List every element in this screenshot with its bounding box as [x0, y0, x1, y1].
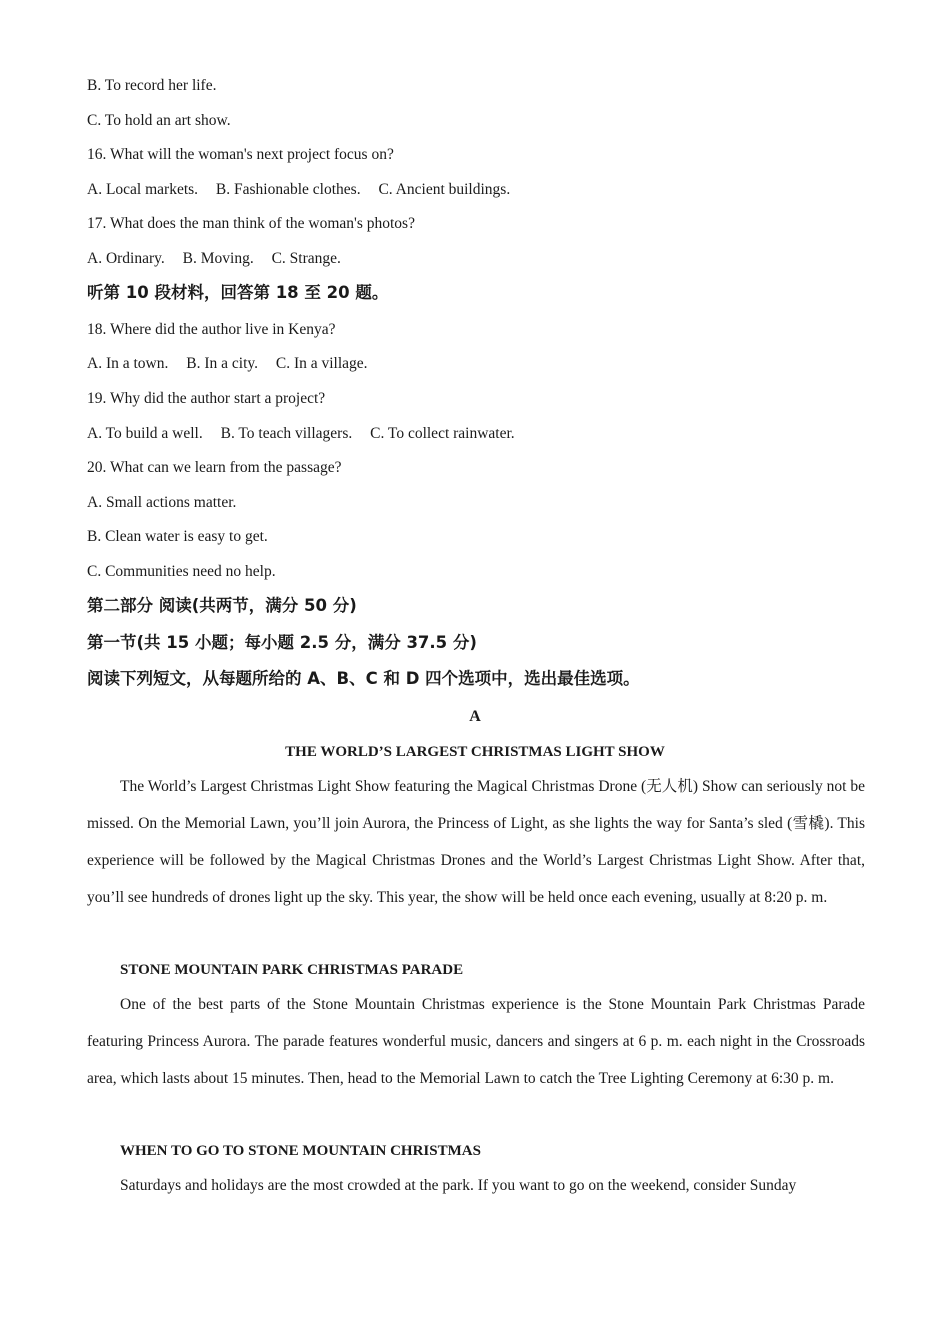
- q18-option-a: A. In a town.: [87, 355, 169, 372]
- passage-title: THE WORLD’S LARGEST CHRISTMAS LIGHT SHOW: [285, 744, 665, 760]
- section-10-title: 听第 10 段材料，回答第 18 至 20 题。: [87, 283, 389, 302]
- passage-letter: A: [469, 708, 481, 725]
- q17-option-a: A. Ordinary.: [87, 250, 165, 267]
- q17-option-b: B. Moving.: [182, 250, 254, 267]
- q20-option-c: C. Communities need no help.: [87, 563, 276, 580]
- q19-options: [87, 424, 529, 444]
- q15-option-c: C. To hold an art show.: [87, 112, 231, 129]
- q18-option-c: C. In a village.: [275, 355, 368, 372]
- q18-question: 18. Where did the author live in Kenya?: [87, 321, 336, 338]
- q16-option-a: A. Local markets.: [87, 181, 199, 198]
- q19-option-a: A. To build a well.: [87, 425, 203, 442]
- q20-option-b: B. Clean water is easy to get.: [87, 528, 268, 545]
- paragraph-2: One of the best parts of the Stone Mountain Christmas experience is the Stone Mountain Park Christmas Parade featuring Princess Aurora. The parade features wonderful music, dancers and singers at 6 p. m. each night in the Crossroads area, which lasts about 15 minutes. Then, head to the Memorial Lawn to catch the Tree Lighting Ceremony at 6:30 p. m.: [87, 996, 865, 1087]
- q19-option-b: B. To teach villagers.: [220, 425, 353, 442]
- reading-part-title: 第二部分 阅读(共两节，满分 50 分): [87, 596, 357, 615]
- q18-options: [87, 354, 382, 374]
- q16-question: 16. What will the woman's next project focus on?: [87, 146, 394, 163]
- heading-when-to-go: WHEN TO GO TO STONE MOUNTAIN CHRISTMAS: [120, 1143, 481, 1159]
- q19-option-c: C. To collect rainwater.: [370, 425, 515, 442]
- q20-option-a: A. Small actions matter.: [87, 494, 237, 511]
- paragraph-1: The World’s Largest Christmas Light Show featuring the Magical Christmas Drone (无人机) Show can seriously not be missed. On the Memorial Lawn, you’ll join Aurora, the Princess of Light, as she lights the way for Santa’s sled (雪橇). This experience will be followed by the Magical Christmas Drones and the World’s Largest Christmas Light Show. After that, you’ll see hundreds of drones light up the sky. This year, the show will be held once each evening, usually at 8:20 p. m.: [87, 778, 865, 906]
- q15-option-b: B. To record her life.: [87, 77, 217, 94]
- q20-question: 20. What can we learn from the passage?: [87, 459, 342, 476]
- q19-question: 19. Why did the author start a project?: [87, 390, 326, 407]
- q17-question: 17. What does the man think of the woman's photos?: [87, 215, 415, 232]
- q16-options: [87, 180, 524, 200]
- reading-section-title: 第一节(共 15 小题；每小题 2.5 分，满分 37.5 分): [87, 633, 477, 652]
- q16-option-b: B. Fashionable clothes.: [215, 181, 361, 198]
- q16-option-c: C. Ancient buildings.: [378, 181, 511, 198]
- q17-option-c: C. Strange.: [271, 250, 341, 267]
- q17-options: [87, 249, 355, 269]
- q18-option-b: B. In a city.: [186, 355, 258, 372]
- reading-instruction: 阅读下列短文，从每题所给的 A、B、C 和 D 四个选项中，选出最佳选项。: [87, 669, 640, 688]
- paragraph-3: Saturdays and holidays are the most crowded at the park. If you want to go on the weekend, consider Sunday: [120, 1177, 797, 1194]
- heading-christmas-parade: STONE MOUNTAIN PARK CHRISTMAS PARADE: [120, 962, 464, 978]
